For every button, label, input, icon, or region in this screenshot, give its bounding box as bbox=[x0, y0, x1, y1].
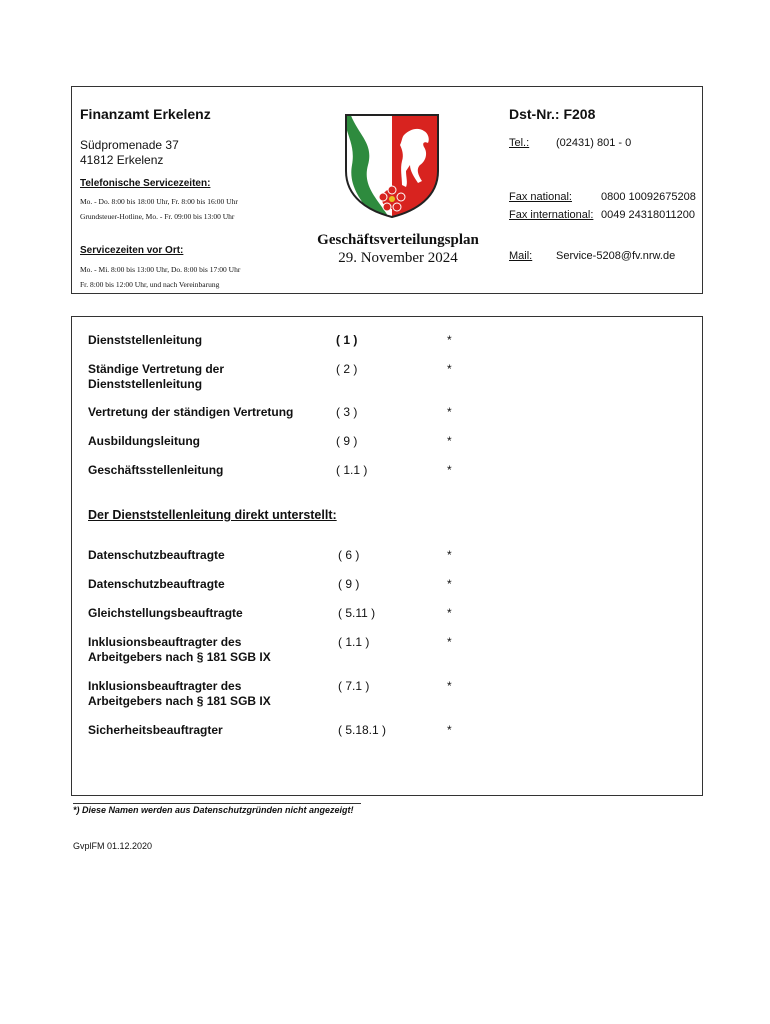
row-label-dienststellenleitung: Dienststellenleitung bbox=[88, 333, 203, 347]
subrow-star: * bbox=[447, 577, 452, 591]
tel-value: (02431) 801 - 0 bbox=[556, 137, 632, 149]
row-star: * bbox=[447, 333, 452, 347]
document-date: 29. November 2024 bbox=[338, 250, 458, 266]
row-number: ( 1 ) bbox=[336, 333, 358, 347]
row-number: ( 9 ) bbox=[336, 434, 358, 448]
phone-service-line2: Grundsteuer-Hotline, Mo. - Fr. 09:00 bis 13:00 Uhr bbox=[80, 212, 235, 221]
row-star: * bbox=[447, 362, 452, 376]
subrow-star: * bbox=[447, 679, 452, 693]
subrow-star: * bbox=[447, 635, 452, 649]
section-heading: Der Dienststellenleitung direkt unterstellt: bbox=[88, 508, 337, 522]
row-number: ( 3 ) bbox=[336, 405, 358, 419]
footnote: *) Diese Namen werden aus Datenschutzgründen nicht angezeigt! bbox=[73, 805, 354, 815]
row-label-ausbildungsleitung: Ausbildungsleitung bbox=[88, 434, 200, 448]
form-id: GvplFM 01.12.2020 bbox=[73, 841, 153, 851]
subrow-label-sicherheit: Sicherheitsbeauftragter bbox=[88, 723, 223, 737]
footnote-divider bbox=[73, 803, 361, 804]
mail-value[interactable] bbox=[556, 250, 675, 262]
subrow-label-datenschutz-2: Datenschutzbeauftragte bbox=[88, 577, 225, 591]
row-star: * bbox=[447, 405, 452, 419]
subrow-star: * bbox=[447, 548, 452, 562]
fax-international-label: Fax international: bbox=[509, 209, 594, 221]
onsite-service-line2: Fr. 8:00 bis 12:00 Uhr, und nach Vereinbarung bbox=[80, 280, 220, 289]
row-star: * bbox=[447, 463, 452, 477]
dst-nr: Dst-Nr.: F208 bbox=[509, 106, 596, 122]
mail-link[interactable]: Service-5208@fv.nrw.de bbox=[556, 250, 676, 262]
subrow-number: ( 7.1 ) bbox=[338, 679, 370, 693]
fax-national-value: 0800 10092675208 bbox=[601, 191, 696, 203]
row-star: * bbox=[447, 434, 452, 448]
tel-label: Tel.: bbox=[509, 137, 530, 149]
row-label-staendige-vertretung: Ständige Vertretung der Dienststellenleitung bbox=[88, 362, 225, 391]
phone-service-line1: Mo. - Do. 8:00 bis 18:00 Uhr, Fr. 8:00 bis 16:00 Uhr bbox=[80, 197, 238, 206]
office-city: 41812 Erkelenz bbox=[80, 153, 164, 167]
row-number: ( 2 ) bbox=[336, 362, 358, 376]
row-number: ( 1.1 ) bbox=[336, 463, 368, 477]
subrow-number: ( 1.1 ) bbox=[338, 635, 370, 649]
row-label-vertretung-staendige: Vertretung der ständigen Vertretung bbox=[88, 405, 294, 419]
document-title: Geschäftsverteilungsplan bbox=[317, 232, 479, 248]
phone-service-heading: Telefonische Servicezeiten: bbox=[80, 178, 211, 189]
subrow-label-datenschutz-1: Datenschutzbeauftragte bbox=[88, 548, 225, 562]
subrow-star: * bbox=[447, 723, 452, 737]
office-street: Südpromenade 37 bbox=[80, 138, 179, 152]
mail-label: Mail: bbox=[509, 250, 533, 262]
subrow-label-inklusion-2: Inklusionsbeauftragter des Arbeitgebers nach § 181 SGB IX bbox=[88, 679, 271, 708]
subrow-star: * bbox=[447, 606, 452, 620]
fax-international-value: 0049 24318011200 bbox=[601, 209, 696, 221]
onsite-service-heading: Servicezeiten vor Ort: bbox=[80, 245, 184, 256]
subrow-number: ( 5.18.1 ) bbox=[338, 723, 387, 737]
subrow-number: ( 9 ) bbox=[338, 577, 360, 591]
subrow-number: ( 6 ) bbox=[338, 548, 360, 562]
onsite-service-line1: Mo. - Mi. 8:00 bis 13:00 Uhr, Do. 8:00 bis 17:00 Uhr bbox=[80, 265, 241, 274]
row-label-geschaeftsstellenleitung: Geschäftsstellenleitung bbox=[88, 463, 224, 477]
subrow-label-gleichstellung: Gleichstellungsbeauftragte bbox=[88, 606, 243, 620]
subrow-label-inklusion-1: Inklusionsbeauftragter des Arbeitgebers nach § 181 SGB IX bbox=[88, 635, 271, 664]
subrow-number: ( 5.11 ) bbox=[338, 606, 376, 620]
office-name: Finanzamt Erkelenz bbox=[80, 106, 211, 122]
nrw-crest-icon bbox=[344, 113, 440, 219]
fax-national-label: Fax national: bbox=[509, 191, 572, 203]
